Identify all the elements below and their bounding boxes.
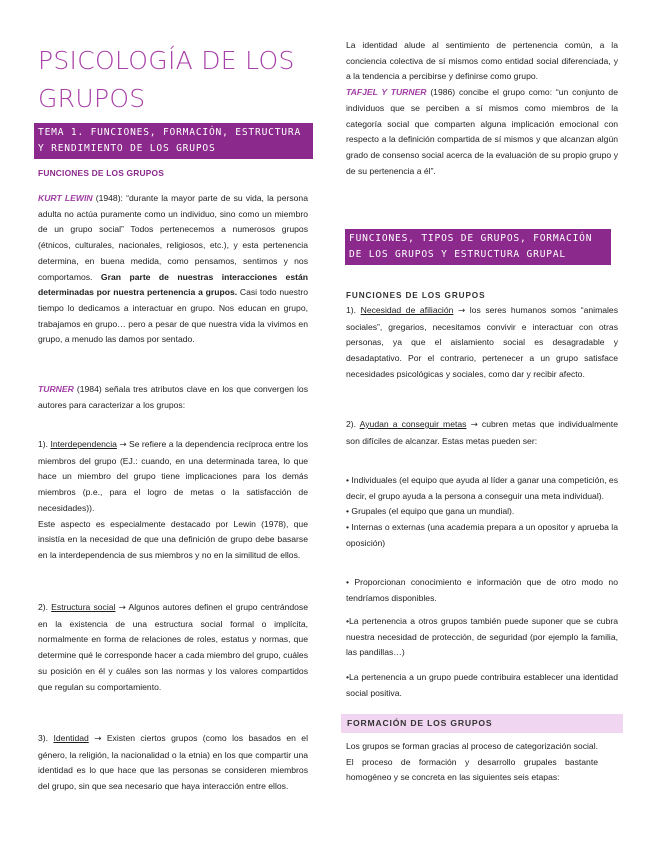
arrow-icon: → [94, 734, 102, 744]
arrow-icon: → [470, 420, 478, 430]
item-label: Ayudan a conseguir metas [359, 419, 467, 429]
list-item: • Grupales (el equipo que gana un mundial). [346, 506, 515, 517]
section-banner: FUNCIONES, TIPOS DE GRUPOS, FORMACIÓN DE LOS GRUPOS Y ESTRUCTURA GRUPAL [345, 229, 611, 265]
bullet-list [346, 473, 618, 552]
paragraph-text: (1948): “durante la mayor parte de su vida, la persona adulta no actúa puramente como un individuo, sino como un miembro de un grupo social” Todos pertenecemos a numerosos grupos (étnicos, culturales, nacionales, religiosos, etc.), y esta pertenencia determina, en buena medida, como pensamos, sentimos y nos comportamos. [38, 193, 308, 282]
function-item-1 [346, 303, 618, 383]
attribute-item-1 [38, 437, 308, 564]
list-item: • Proporcionan conocimiento e información que de otro modo no tendríamos disponibles. [346, 577, 618, 603]
item-number: 2). [38, 602, 52, 612]
list-item: • Individuales (el equipo que ayuda al líder a ganar una competición, es decir, el grupo ayuda a la persona a conseguir una meta individual). [346, 475, 618, 501]
list-item: •La pertenencia a un grupo puede contribuira establecer una identidad social positiva. [346, 672, 618, 698]
formation-heading: FORMACIÓN DE LOS GRUPOS [347, 718, 493, 728]
item-label: Identidad [53, 733, 89, 743]
formation-heading-bar [341, 714, 623, 733]
paragraph-text: Casi todo nuestro tiempo lo dedicamos a interactuar en grupo. Nos educan en grupo, trabajamos en grupo… pero a pesar de que nuestra vida la vivimos en grupo, a menudo las damos por sentado. [38, 287, 309, 345]
turner-paragraph [38, 382, 308, 413]
paragraph-text: (1986) concibe el grupo como: “un conjunto de individuos que se perciben a sí mismos como miembros de la categoría social que comparten alguna implicación emocional con respecto a la definición compartida de sí mismos y que alcanzan algún grado de consenso social acerca de la evaluación de su propio grupo y de su pertenencia a él”. [346, 87, 618, 176]
arrow-icon: → [118, 603, 126, 613]
item-number: 3). [38, 733, 54, 743]
list-item: • Internas o externas (una academia prepara a un opositor y aprueba la oposición) [346, 522, 618, 548]
author-name: KURT LEWIN [38, 193, 93, 203]
list-item: •La pertenencia a otros grupos también puede suponer que se cubra nuestra necesidad de protección, de seguridad (por ejemplo la familia, las pandillas…) [346, 616, 618, 658]
author-name: TURNER [38, 384, 74, 394]
attribute-item-2 [38, 600, 308, 695]
author-name: TAFJEL Y TURNER [346, 87, 427, 98]
bold-statement: Gran parte de nuestras interacciones están determinadas por nuestra pertenencia a grupos. [38, 271, 309, 298]
item-text: los seres humanos somos “animales sociales”, gregarios, necesitamos convivir e interactuar con otras personas, ya que el aislamiento social es desagradable y desadaptativo. Por el contrario, pertenecer a un grupo satisface necesidades psicológicas y sociales, como dar y recibir afecto. [346, 305, 618, 379]
item-text: Algunos autores definen el grupo centrándose en la existencia de una estructura social formal o implícita, normalmente en forma de relaciones de roles, estatus y normas, que determine qué le corresponde hacer a cada miembro del grupo, cuáles su posición en él y cuáles son las normas y los valores compartidos que regulan su comportamiento. [38, 602, 309, 692]
item-text: Existen ciertos grupos (como los basados en el género, la religión, la nacionalidad o la etnia) en los que compartir una identidad es lo que hace que las personas se consideren miembros del grupo, sin que sea necesario que haya interacción entre ellos. [38, 733, 308, 792]
item-number: 1). [38, 439, 51, 449]
item-text: cubren metas que individualmente son difíciles de alcanzar. Estas metas pueden ser: [346, 419, 618, 446]
identity-paragraph [346, 38, 618, 179]
arrow-icon: → [119, 440, 127, 450]
formation-paragraph: Los grupos se forman gracias al proceso de categorización social. El proceso de formación y desarrollo grupales bastante homogéneo y se concreta en las siguientes seis etapas: [346, 741, 598, 783]
topic-banner: TEMA 1. FUNCIONES, FORMACIÓN, ESTRUCTURA Y RENDIMIENTO DE LOS GRUPOS [34, 123, 313, 159]
item-number: 2). [346, 419, 360, 429]
paragraph-text: La identidad alude al sentimiento de pertenencia común, a la conciencia colectiva de sí mismos como entidad social diferenciada, y a la tendencia a percibirse y definirse como grupo. [346, 40, 618, 82]
paragraph-text: (1984) señala tres atributos clave en los que convergen los autores para caracterizar a los grupos: [38, 384, 308, 410]
lewin-paragraph [38, 191, 308, 348]
item-label: Necesidad de afiliación [360, 305, 454, 315]
section-subheading: FUNCIONES DE LOS GRUPOS [346, 291, 486, 300]
function-item-2 [346, 417, 618, 449]
item-text: Este aspecto es especialmente destacado por Lewin (1978), que insistía en la necesidad de que una definición de grupo debe basarse en la interdependencia de sus miembros y no en la similitud de ellos. [38, 518, 308, 560]
section-subheading: FUNCIONES DE LOS GRUPOS [38, 168, 165, 178]
item-number: 1). [346, 305, 361, 315]
attribute-item-3 [38, 731, 308, 795]
item-text: Se refiere a la dependencia recíproca entre los miembros del grupo (EJ.: cuando, en una determinada tarea, lo que hace un miembro del grupo tiene implicaciones para los demás miembros (p.e., para el logro de metas o la satisfacción de necesidades)). [38, 439, 309, 513]
item-label: Interdependencia [50, 439, 117, 449]
arrow-icon: → [457, 306, 466, 316]
item-label: Estructura social [51, 602, 116, 612]
page-title: PSICOLOGÍA DE LOS GRUPOS [38, 46, 295, 113]
